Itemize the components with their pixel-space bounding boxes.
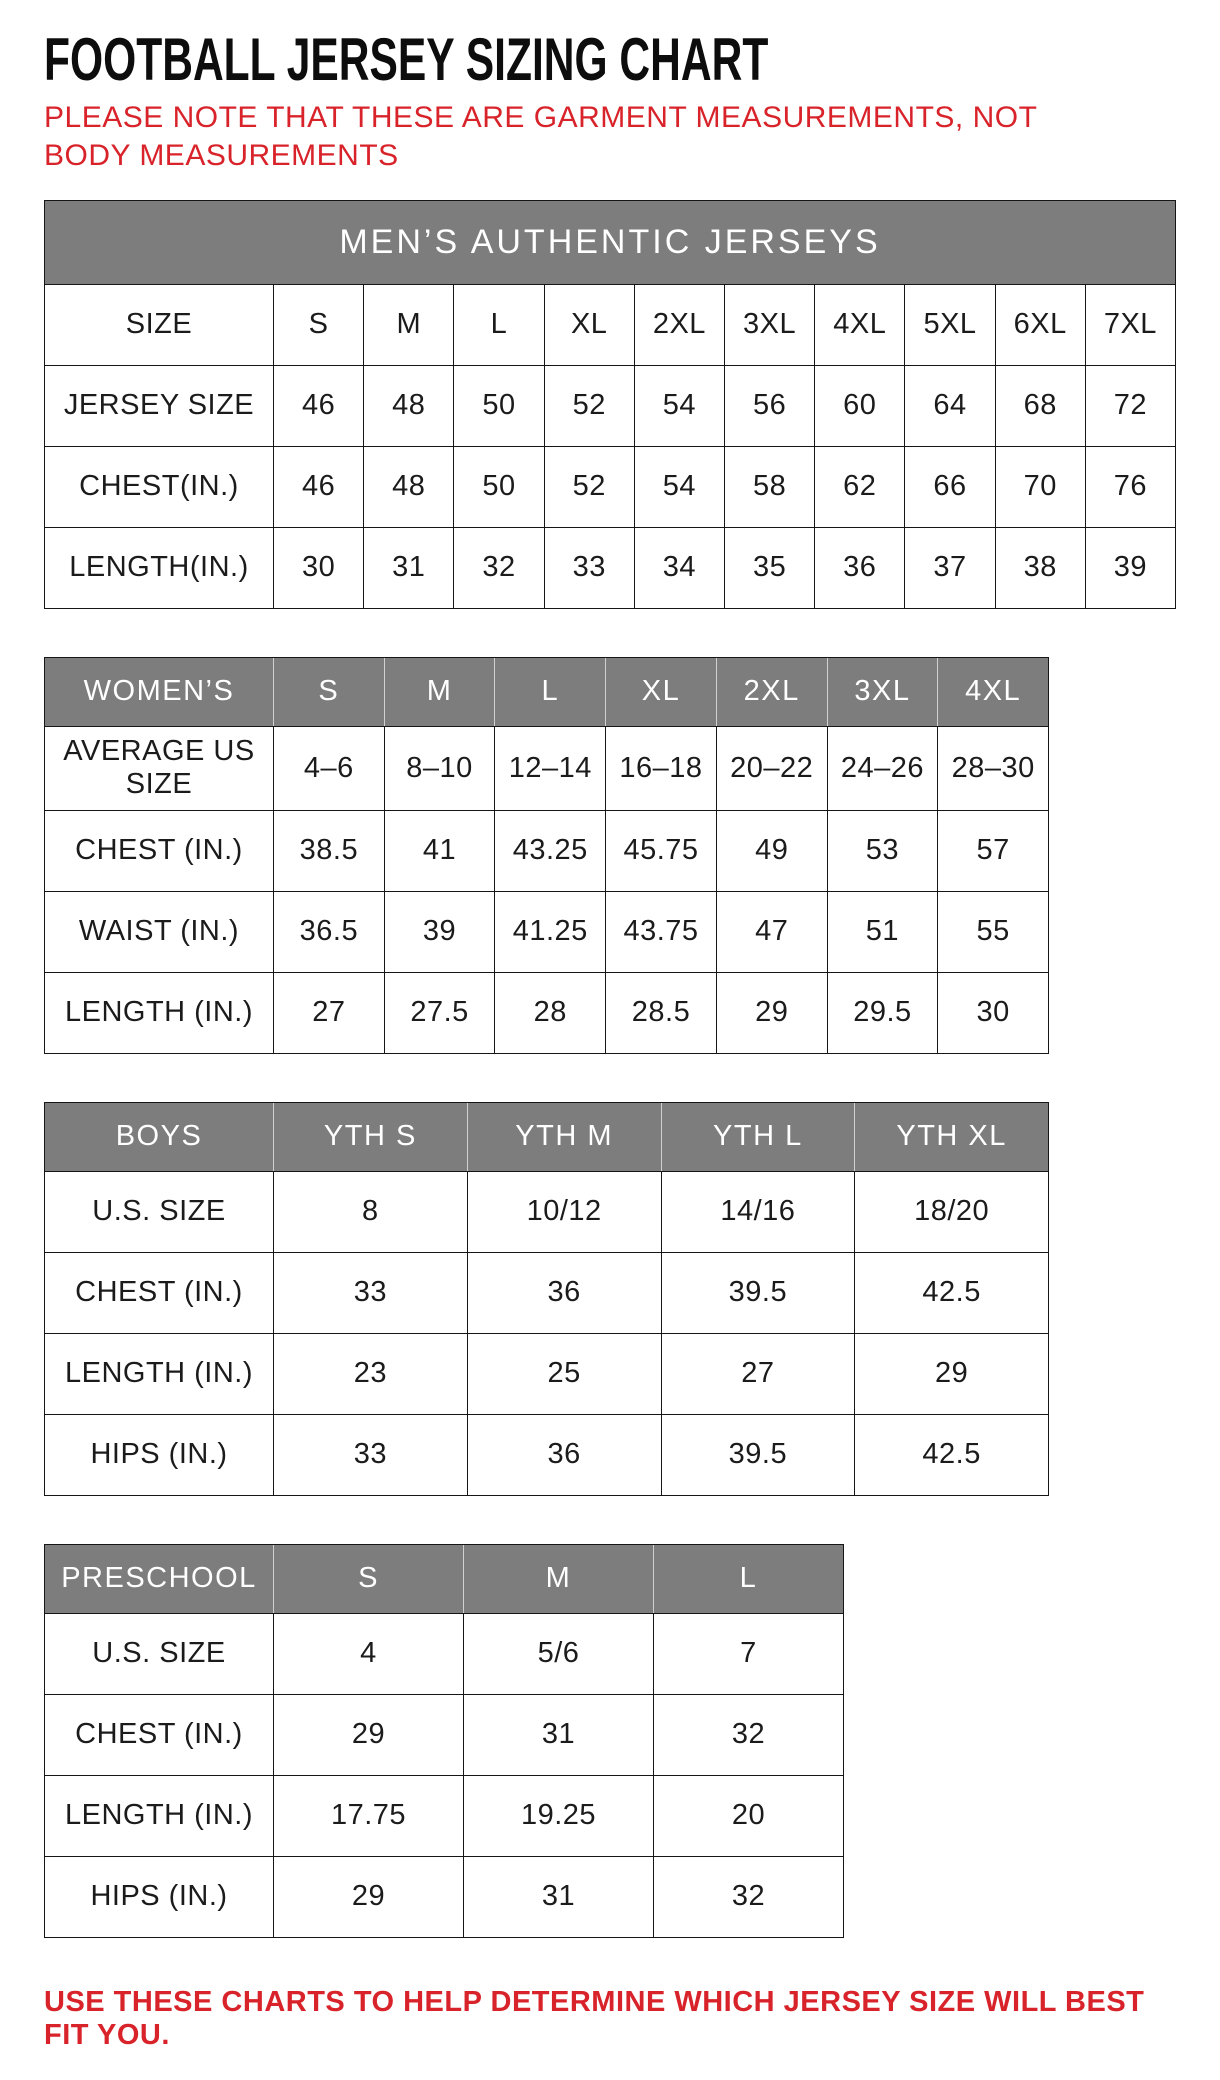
table-row (45, 726, 1048, 810)
row-label: SIZE (125, 308, 193, 341)
cell: 27 (273, 973, 384, 1053)
cell: 43.75 (605, 892, 716, 972)
cell: 32 (653, 1695, 843, 1775)
cell: 10/12 (467, 1172, 661, 1252)
cell: 3XL (724, 285, 814, 365)
boys-sizing-table (44, 1102, 1049, 1496)
table-row (45, 1775, 843, 1856)
cell: 39 (1085, 528, 1175, 608)
table-row (45, 284, 1175, 365)
cell: 38.5 (273, 811, 384, 891)
cell: YTH S (273, 1103, 467, 1171)
garment-measurements-note: PLEASE NOTE THAT THESE ARE GARMENT MEASUREMENTS, NOT BODY MEASUREMENTS (44, 101, 1037, 172)
womens-table-body (45, 726, 1048, 1053)
cell: 33 (273, 1415, 467, 1495)
cell: 41.25 (494, 892, 605, 972)
preschool-table-body (45, 1613, 843, 1937)
cell: 53 (827, 811, 938, 891)
cell: 70 (995, 447, 1085, 527)
row-label: HIPS (IN.) (90, 1880, 228, 1913)
table-row (45, 1414, 1048, 1495)
row-label: AVERAGE US SIZE (63, 735, 255, 801)
row-label: CHEST (IN.) (75, 1718, 243, 1751)
cell: 48 (363, 447, 453, 527)
cell: 50 (453, 366, 543, 446)
cell: 29 (854, 1334, 1048, 1414)
row-label: LENGTH (IN.) (64, 996, 254, 1029)
table-row (45, 972, 1048, 1053)
cell: 5XL (904, 285, 994, 365)
cell: 19.25 (463, 1776, 653, 1856)
cell: 32 (653, 1857, 843, 1937)
cell: 47 (716, 892, 827, 972)
cell: 39.5 (661, 1253, 855, 1333)
mens-authentic-jerseys-table (44, 200, 1176, 609)
cell: 20–22 (716, 727, 827, 810)
cell: 45.75 (605, 811, 716, 891)
cell: 52 (544, 366, 634, 446)
cell: 7 (653, 1614, 843, 1694)
cell: 29.5 (827, 973, 938, 1053)
cell: 62 (814, 447, 904, 527)
cell: 39 (384, 892, 495, 972)
boys-table-body (45, 1171, 1048, 1495)
cell: 46 (273, 366, 363, 446)
footer-note: USE THESE CHARTS TO HELP DETERMINE WHICH JERSEY SIZE WILL BEST FIT YOU. (44, 1985, 1145, 2051)
cell: 56 (724, 366, 814, 446)
cell: 2XL (634, 285, 724, 365)
cell: 55 (937, 892, 1048, 972)
cell: 6XL (995, 285, 1085, 365)
cell: 3XL (827, 658, 938, 726)
cell: 42.5 (854, 1253, 1048, 1333)
womens-table-header-row (45, 658, 1048, 726)
table-row (45, 1694, 843, 1775)
cell: 31 (363, 528, 453, 608)
cell: 8–10 (384, 727, 495, 810)
cell: 36.5 (273, 892, 384, 972)
cell: M (384, 658, 495, 726)
cell: 49 (716, 811, 827, 891)
cell: 33 (273, 1253, 467, 1333)
cell: 51 (827, 892, 938, 972)
cell: M (463, 1545, 653, 1613)
page-title: FOOTBALL JERSEY SIZING CHART (44, 25, 769, 94)
cell: 30 (937, 973, 1048, 1053)
row-label: LENGTH (IN.) (64, 1799, 254, 1832)
table-row (45, 527, 1175, 608)
cell: 24–26 (827, 727, 938, 810)
cell: 36 (467, 1253, 661, 1333)
cell: 16–18 (605, 727, 716, 810)
cell: 64 (904, 366, 994, 446)
row-label: BOYS (45, 1103, 273, 1171)
cell: 29 (273, 1695, 463, 1775)
cell: 58 (724, 447, 814, 527)
row-label: CHEST (IN.) (75, 1276, 243, 1309)
cell: 39.5 (661, 1415, 855, 1495)
cell: 27 (661, 1334, 855, 1414)
mens-table-title: MEN’S AUTHENTIC JERSEYS (45, 201, 1175, 284)
cell: 35 (724, 528, 814, 608)
cell: 33 (544, 528, 634, 608)
cell: S (273, 285, 363, 365)
cell: L (494, 658, 605, 726)
cell: 52 (544, 447, 634, 527)
cell: 66 (904, 447, 994, 527)
row-label: U.S. SIZE (92, 1637, 226, 1670)
preschool-table-header-row (45, 1545, 843, 1613)
cell: 60 (814, 366, 904, 446)
cell: 12–14 (494, 727, 605, 810)
row-label: PRESCHOOL (45, 1545, 273, 1613)
cell: 38 (995, 528, 1085, 608)
table-row (45, 1252, 1048, 1333)
row-label: CHEST (IN.) (75, 834, 243, 867)
row-label: HIPS (IN.) (90, 1438, 228, 1471)
cell: 4XL (937, 658, 1048, 726)
cell: 48 (363, 366, 453, 446)
cell: M (363, 285, 453, 365)
table-row (45, 446, 1175, 527)
cell: L (453, 285, 543, 365)
cell: 28 (494, 973, 605, 1053)
cell: 7XL (1085, 285, 1175, 365)
cell: 54 (634, 366, 724, 446)
cell: 20 (653, 1776, 843, 1856)
cell: 28–30 (937, 727, 1048, 810)
cell: 37 (904, 528, 994, 608)
cell: YTH XL (854, 1103, 1048, 1171)
cell: S (273, 658, 384, 726)
cell: 4–6 (273, 727, 384, 810)
cell: 54 (634, 447, 724, 527)
cell: 76 (1085, 447, 1175, 527)
row-label: U.S. SIZE (92, 1195, 226, 1228)
table-row (45, 1856, 843, 1937)
cell: 34 (634, 528, 724, 608)
cell: 5/6 (463, 1614, 653, 1694)
table-row (45, 365, 1175, 446)
cell: 18/20 (854, 1172, 1048, 1252)
cell: 42.5 (854, 1415, 1048, 1495)
table-row (45, 1613, 843, 1694)
cell: 72 (1085, 366, 1175, 446)
cell: 31 (463, 1695, 653, 1775)
cell: 50 (453, 447, 543, 527)
row-label: LENGTH (IN.) (64, 1357, 254, 1390)
table-row (45, 1333, 1048, 1414)
row-label: WAIST (IN.) (78, 915, 240, 948)
cell: 27.5 (384, 973, 495, 1053)
mens-table-body (45, 284, 1175, 608)
cell: 36 (467, 1415, 661, 1495)
cell: YTH L (661, 1103, 855, 1171)
row-label: JERSEY SIZE (63, 389, 255, 422)
cell: 25 (467, 1334, 661, 1414)
womens-sizing-table (44, 657, 1049, 1054)
cell: 41 (384, 811, 495, 891)
cell: XL (544, 285, 634, 365)
cell: 23 (273, 1334, 467, 1414)
cell: 46 (273, 447, 363, 527)
cell: 29 (716, 973, 827, 1053)
table-row (45, 1171, 1048, 1252)
cell: 36 (814, 528, 904, 608)
cell: S (273, 1545, 463, 1613)
cell: 30 (273, 528, 363, 608)
cell: 4 (273, 1614, 463, 1694)
cell: YTH M (467, 1103, 661, 1171)
cell: 68 (995, 366, 1085, 446)
cell: 31 (463, 1857, 653, 1937)
cell: 57 (937, 811, 1048, 891)
cell: XL (605, 658, 716, 726)
cell: 17.75 (273, 1776, 463, 1856)
row-label: LENGTH(IN.) (69, 551, 249, 584)
table-row (45, 891, 1048, 972)
cell: 14/16 (661, 1172, 855, 1252)
cell: 29 (273, 1857, 463, 1937)
row-label: WOMEN’S (45, 658, 273, 726)
cell: 43.25 (494, 811, 605, 891)
cell: 2XL (716, 658, 827, 726)
table-row (45, 810, 1048, 891)
cell: 28.5 (605, 973, 716, 1053)
cell: 32 (453, 528, 543, 608)
preschool-sizing-table (44, 1544, 844, 1938)
cell: 8 (273, 1172, 467, 1252)
cell: 4XL (814, 285, 904, 365)
cell: L (653, 1545, 843, 1613)
boys-table-header-row (45, 1103, 1048, 1171)
row-label: CHEST(IN.) (79, 470, 239, 503)
